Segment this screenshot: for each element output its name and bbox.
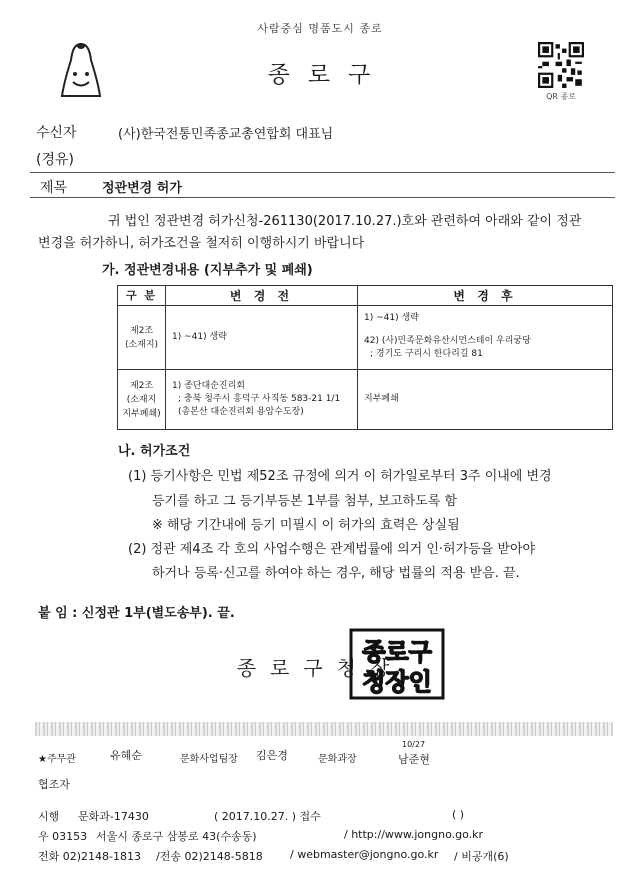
body-line-2: 변경을 허가하니, 허가조건을 철저히 이행하시기 바랍니다 <box>38 236 365 251</box>
table-cell-before: 1) 종단대순진리회 ; 충북 청주시 흥덕구 사직동 583-21 1/1 (총본산 대순진리회 용암수도장) <box>166 370 358 430</box>
scan-noise-band <box>35 722 613 736</box>
drafter-label: ★주무관 <box>38 754 76 765</box>
agency-name: 종로구 <box>267 62 389 88</box>
receipt-number: ( ) <box>452 808 465 821</box>
column-header: 변 경 전 <box>166 286 358 306</box>
director-label: 문화과장 <box>318 754 357 765</box>
table-header-row <box>118 286 613 306</box>
column-header: 구 분 <box>118 286 166 306</box>
team-lead-name: 김은경 <box>256 749 288 762</box>
website-link[interactable]: / http://www.jongno.go.kr <box>344 828 484 841</box>
condition-1-line-2: 등기를 하고 그 등기부등본 1부를 첨부, 보고하도록 함 <box>152 494 458 509</box>
subject-value: 정관변경 허가 <box>102 181 182 196</box>
condition-2-line-1: (2) 정관 제4조 각 호의 사업수행은 관계법률에 의거 인·허가등을 받아야 <box>128 542 536 557</box>
table-row <box>118 306 613 370</box>
cooperators-label: 협조자 <box>38 778 70 791</box>
fax: /전송 02)2148-5818 <box>156 850 263 863</box>
subject-label: 제목 <box>40 180 68 196</box>
via-label: (경유) <box>36 152 74 168</box>
enforce-label: 시행 <box>38 810 60 823</box>
change-table <box>117 285 613 430</box>
recipient-value: (사)한국전통민족종교총연합회 대표님 <box>118 127 334 142</box>
body-line-1: 귀 법인 정관변경 허가신청-261130(2017.10.27.)호와 관련하여 아래와 같이 정관 <box>108 214 582 229</box>
svg-text:종로구: 종로구 <box>362 638 432 666</box>
table-cell-category: 제2조 (소재지 지부폐쇄) <box>118 370 166 430</box>
condition-2-line-2: 하거나 등록·신고를 하여야 하는 경우, 해당 법률의 적용 받음. 끝. <box>152 566 520 581</box>
qr-caption: QR 종로 <box>546 92 576 101</box>
email-link[interactable]: / webmaster@jongno.go.kr <box>290 848 439 861</box>
condition-1-note: ※ 해당 기간내에 등기 미필시 이 허가의 효력은 상실됨 <box>152 518 460 533</box>
table-cell-after: 1) ~41) 생략 42) (사)민족문화유산시먼스테이 우리궁당 ; 경기도 구리시 한다리길 81 <box>358 306 613 370</box>
disclosure-status: / 비공개(6) <box>454 850 509 863</box>
official-seal <box>345 628 447 700</box>
director-name: 남준현 <box>398 753 430 766</box>
enforce-number: 문화과-17430 <box>78 810 149 823</box>
svg-text:청장인: 청장인 <box>362 668 432 696</box>
condition-1-line-1: (1) 등기사항은 민법 제52조 규정에 의거 이 허가일로부터 3주 이내에 변경 <box>128 469 552 484</box>
qr-code-icon <box>538 42 584 88</box>
section-b-title: 나. 허가조건 <box>118 444 191 459</box>
section-a-title: 가. 정관변경내용 (지부추가 및 폐쇄) <box>102 263 313 278</box>
director-date: 10/27 <box>402 740 426 749</box>
enforce-date: ( 2017.10.27. ) 접수 <box>214 810 321 823</box>
table-cell-before: 1) ~41) 생략 <box>166 306 358 370</box>
divider <box>30 197 615 198</box>
divider <box>30 172 615 173</box>
attachment-line: 붙 임 : 신정관 1부(별도송부). 끝. <box>38 606 235 621</box>
phone: 전화 02)2148-1813 <box>38 850 141 863</box>
table-row <box>118 370 613 430</box>
recipient-label: 수신자 <box>36 125 77 141</box>
address: 서울시 종로구 삼봉로 43(수송동) <box>96 830 257 843</box>
table-cell-category: 제2조 (소재지) <box>118 306 166 370</box>
postal-code: 우 03153 <box>38 830 88 843</box>
team-lead-label: 문화사업팀장 <box>180 754 238 765</box>
issuer-signature: 종로구청장 <box>236 656 404 680</box>
city-slogan: 사람중심 명품도시 종로 <box>257 22 383 35</box>
drafter-name: 유혜순 <box>110 749 142 762</box>
table-cell-after: 지부폐쇄 <box>358 370 613 430</box>
column-header: 변 경 후 <box>358 286 613 306</box>
